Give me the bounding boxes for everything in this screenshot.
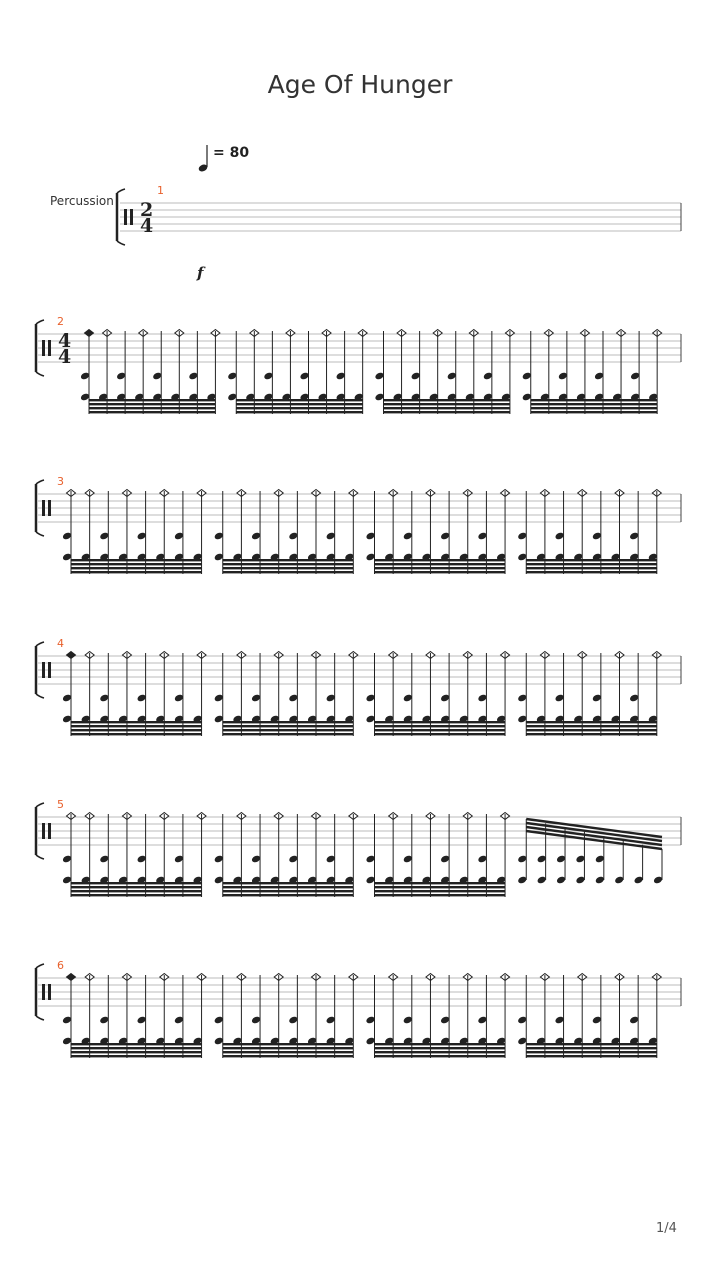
beam <box>71 894 202 896</box>
beam <box>71 571 202 573</box>
beam <box>384 407 510 409</box>
measure-number: 6 <box>57 959 64 972</box>
beam <box>531 407 657 409</box>
system-2 <box>36 315 681 414</box>
bracket-hook-top <box>117 189 125 193</box>
beam <box>531 411 657 413</box>
beam <box>236 411 362 413</box>
beam <box>71 725 202 727</box>
time-signature-denominator: 4 <box>58 346 72 368</box>
beam <box>375 729 506 731</box>
beam <box>89 411 215 413</box>
percussion-clef-bar <box>42 823 45 839</box>
beam <box>223 559 354 561</box>
percussion-clef-bar <box>42 500 45 516</box>
score-title: Age Of Hunger <box>267 70 453 99</box>
beam <box>375 567 506 569</box>
beam <box>375 1047 506 1049</box>
beam <box>71 882 202 884</box>
beam <box>223 894 354 896</box>
beam <box>384 399 510 401</box>
bracket-hook-top <box>36 803 44 807</box>
beam <box>223 571 354 573</box>
measure-number: 2 <box>57 315 64 328</box>
beam <box>531 403 657 405</box>
percussion-clef-bar <box>48 823 51 839</box>
beam <box>526 725 657 727</box>
beam <box>223 563 354 565</box>
beam <box>223 721 354 723</box>
beam <box>71 559 202 561</box>
beam <box>375 882 506 884</box>
beam <box>71 1047 202 1049</box>
beam <box>236 407 362 409</box>
percussion-clef-bar <box>42 662 45 678</box>
measure-number: 1 <box>157 184 164 197</box>
beam <box>375 559 506 561</box>
beam <box>375 894 506 896</box>
fill-beam <box>526 827 662 845</box>
beam <box>71 1051 202 1053</box>
beam <box>71 886 202 888</box>
beam <box>375 1043 506 1045</box>
beam <box>375 571 506 573</box>
beam <box>71 733 202 735</box>
percussion-clef-bar <box>124 209 127 225</box>
percussion-clef-bar <box>48 500 51 516</box>
system-5 <box>36 798 681 897</box>
bracket-hook-top <box>36 480 44 484</box>
system-6 <box>36 959 681 1058</box>
beam <box>526 733 657 735</box>
beam <box>89 403 215 405</box>
beam <box>526 563 657 565</box>
beam <box>223 1051 354 1053</box>
beam <box>375 890 506 892</box>
system-4 <box>36 637 681 736</box>
quarter-note-icon <box>198 145 209 173</box>
beam <box>71 567 202 569</box>
beam <box>526 729 657 731</box>
beam <box>526 1043 657 1045</box>
beam <box>526 567 657 569</box>
time-signature-denominator: 4 <box>140 215 154 237</box>
beam <box>375 886 506 888</box>
bracket-hook-bottom <box>36 1016 44 1020</box>
percussion-clef-bar <box>48 662 51 678</box>
bracket-hook-bottom <box>36 855 44 859</box>
beam <box>384 403 510 405</box>
beam <box>375 563 506 565</box>
beam <box>71 1043 202 1045</box>
percussion-clef-bar <box>48 984 51 1000</box>
percussion-clef-bar <box>48 340 51 356</box>
beam <box>89 399 215 401</box>
beam <box>223 725 354 727</box>
beam <box>375 1055 506 1057</box>
beam <box>89 407 215 409</box>
percussion-clef-bar <box>130 209 133 225</box>
bracket-hook-top <box>36 964 44 968</box>
dynamic-marking: f <box>197 264 204 282</box>
measure-number: 4 <box>57 637 64 650</box>
tempo-marking: = 80 <box>213 145 250 161</box>
systems-layer <box>36 184 681 1058</box>
beam <box>526 1051 657 1053</box>
percussion-clef-bar <box>42 984 45 1000</box>
beam <box>236 399 362 401</box>
beam <box>223 890 354 892</box>
beam <box>526 559 657 561</box>
beam <box>526 721 657 723</box>
beam <box>71 1055 202 1057</box>
beam <box>526 1055 657 1057</box>
system-1 <box>117 184 681 245</box>
beam <box>71 721 202 723</box>
bracket-hook-bottom <box>117 241 125 245</box>
beam <box>223 733 354 735</box>
beam <box>223 1047 354 1049</box>
beam <box>526 571 657 573</box>
beam <box>223 1043 354 1045</box>
beam <box>223 567 354 569</box>
measure-number: 5 <box>57 798 64 811</box>
time-signature-numerator: 2 <box>140 199 154 221</box>
beam <box>375 1051 506 1053</box>
beam <box>223 1055 354 1057</box>
beam <box>71 729 202 731</box>
bracket-hook-bottom <box>36 694 44 698</box>
beam <box>526 1047 657 1049</box>
beam <box>384 411 510 413</box>
beam <box>375 725 506 727</box>
bracket-hook-top <box>36 320 44 324</box>
percussion-clef-bar <box>42 340 45 356</box>
bracket-hook-top <box>36 642 44 646</box>
page-number: 1/4 <box>656 1221 677 1236</box>
bracket-hook-bottom <box>36 532 44 536</box>
beam <box>236 403 362 405</box>
beam <box>531 399 657 401</box>
system-3 <box>36 475 681 574</box>
beam <box>223 882 354 884</box>
beam <box>375 733 506 735</box>
bracket-hook-bottom <box>36 372 44 376</box>
beam <box>223 886 354 888</box>
time-signature-numerator: 4 <box>58 330 72 352</box>
measure-number: 3 <box>57 475 64 488</box>
beam <box>71 890 202 892</box>
beam <box>375 721 506 723</box>
beam <box>71 563 202 565</box>
beam <box>223 729 354 731</box>
instrument-name: Percussion <box>50 194 114 208</box>
